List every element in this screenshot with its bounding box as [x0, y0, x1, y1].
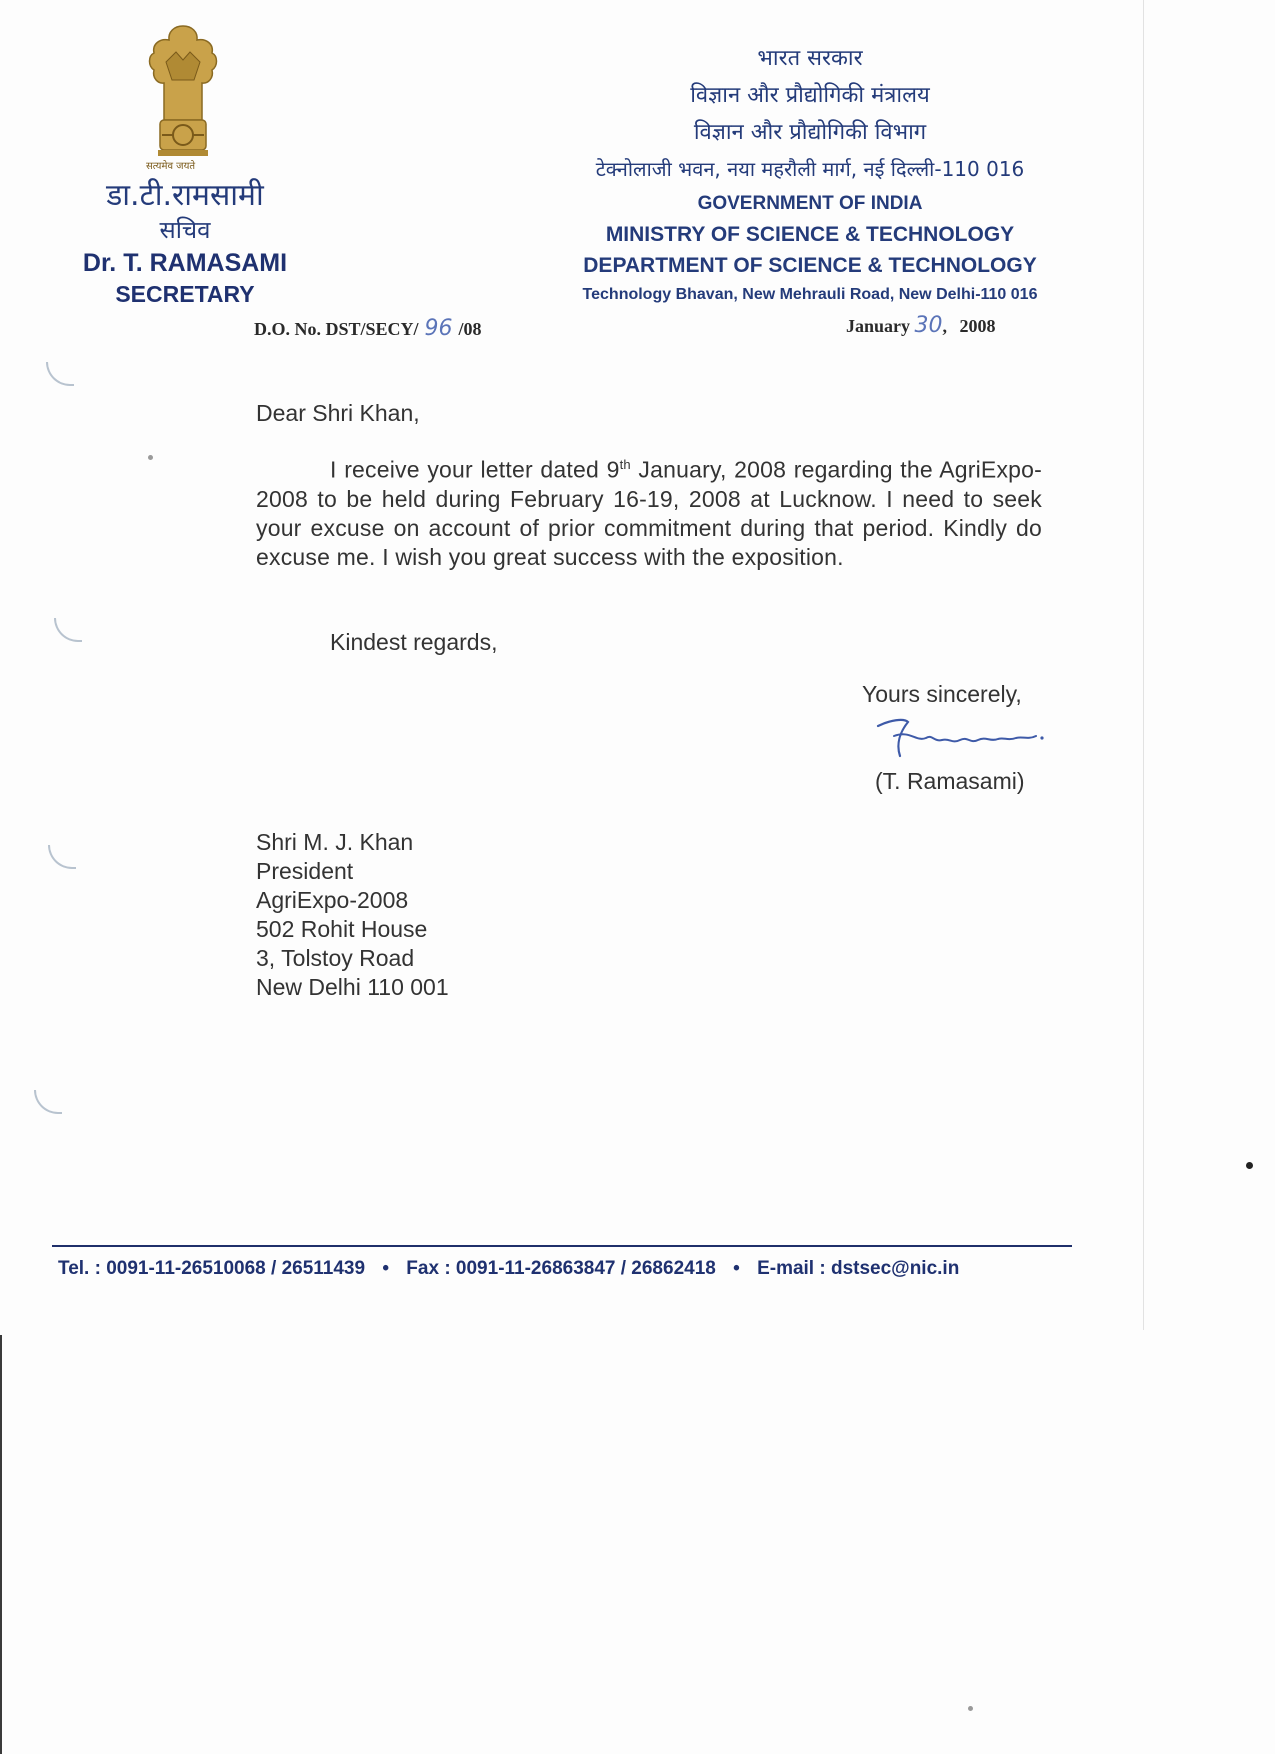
date-month: January — [846, 316, 911, 336]
contact-footer — [58, 1258, 1088, 1280]
signoff: Yours sincerely, — [862, 681, 1022, 707]
speck — [148, 455, 153, 460]
emblem-caption: सत्यमेव जयते — [146, 161, 196, 172]
signer-name: (T. Ramasami) — [875, 768, 1025, 794]
letter-paragraph — [256, 450, 1042, 572]
govt-name: GOVERNMENT OF INDIA — [697, 193, 923, 214]
recipient-organization: AgriExpo-2008 — [256, 887, 409, 913]
paragraph-text-start: I receive your letter dated 9 — [330, 456, 620, 483]
footer-email: E-mail : dstsec@nic.in — [757, 1258, 960, 1279]
recipient-designation: President — [256, 858, 354, 884]
reference-suffix: /08 — [458, 319, 482, 339]
punch-hole-mark — [54, 618, 82, 642]
department-letterhead — [520, 40, 1100, 308]
date-separator: , — [942, 316, 948, 336]
salutation: Dear Shri Khan, — [256, 400, 420, 426]
secretary-letterhead — [40, 178, 330, 308]
address-hindi: टेक्नोलाजी भवन, नया महरौली मार्ग, नई दिल्ली-110 016 — [595, 157, 1025, 181]
reference-handwritten-number: 96 — [424, 316, 453, 341]
recipient-address-line: 3, Tolstoy Road — [256, 945, 415, 971]
department-name-hindi: विज्ञान और प्रौद्योगिकी विभाग — [693, 120, 927, 145]
secretary-title-hindi: सचिव — [159, 216, 211, 244]
recipient-address — [256, 828, 449, 1002]
secretary-name-hindi: डा.टी.रामसामी — [106, 178, 264, 213]
letter-date — [846, 313, 996, 338]
footer-fax: Fax : 0091-11-26863847 / 26862418 — [406, 1258, 716, 1279]
page-left-edge-line — [0, 1335, 2, 1754]
paragraph-text-rest: January, 2008 regarding the AgriExpo-2008 to be held during February 16-19, 2008 at Lucknow. I need to seek your excuse on account of prior commitment during that period. Kindly do excuse me. I wish you great success with the exposition. — [256, 456, 1042, 570]
ministry-name: MINISTRY OF SCIENCE & TECHNOLOGY — [605, 223, 1015, 246]
secretary-name: Dr. T. RAMASAMI — [82, 249, 288, 277]
recipient-address-line: 502 Rohit House — [256, 916, 428, 942]
page-right-edge — [1143, 0, 1144, 1330]
reference-number — [254, 316, 482, 341]
speck — [1246, 1162, 1253, 1169]
closing-regards: Kindest regards, — [330, 629, 498, 655]
footer-telephone: Tel. : 0091-11-26510068 / 26511439 — [58, 1258, 366, 1279]
punch-hole-mark — [48, 845, 76, 869]
speck — [968, 1706, 973, 1711]
reference-prefix: D.O. No. DST/SECY/ — [254, 319, 419, 339]
punch-hole-mark — [34, 1090, 62, 1114]
recipient-city: New Delhi 110 001 — [256, 974, 449, 1000]
paragraph-ordinal: th — [619, 457, 631, 472]
secretary-title: SECRETARY — [115, 281, 255, 307]
footer-bullet: • — [382, 1258, 390, 1279]
footer-bullet: • — [733, 1258, 740, 1279]
date-year: 2008 — [959, 316, 996, 336]
recipient-name: Shri M. J. Khan — [256, 829, 414, 855]
punch-hole-mark — [46, 362, 74, 386]
footer-rule — [52, 1245, 1072, 1247]
department-address: Technology Bhavan, New Mehrauli Road, New Delhi-110 016 — [582, 286, 1038, 303]
govt-name-hindi: भारत सरकार — [757, 46, 863, 71]
date-handwritten-day: 30 — [914, 313, 943, 338]
ministry-name-hindi: विज्ञान और प्रौद्योगिकी मंत्रालय — [690, 83, 930, 108]
department-name: DEPARTMENT OF SCIENCE & TECHNOLOGY — [583, 254, 1037, 277]
signature-icon — [870, 712, 1050, 760]
